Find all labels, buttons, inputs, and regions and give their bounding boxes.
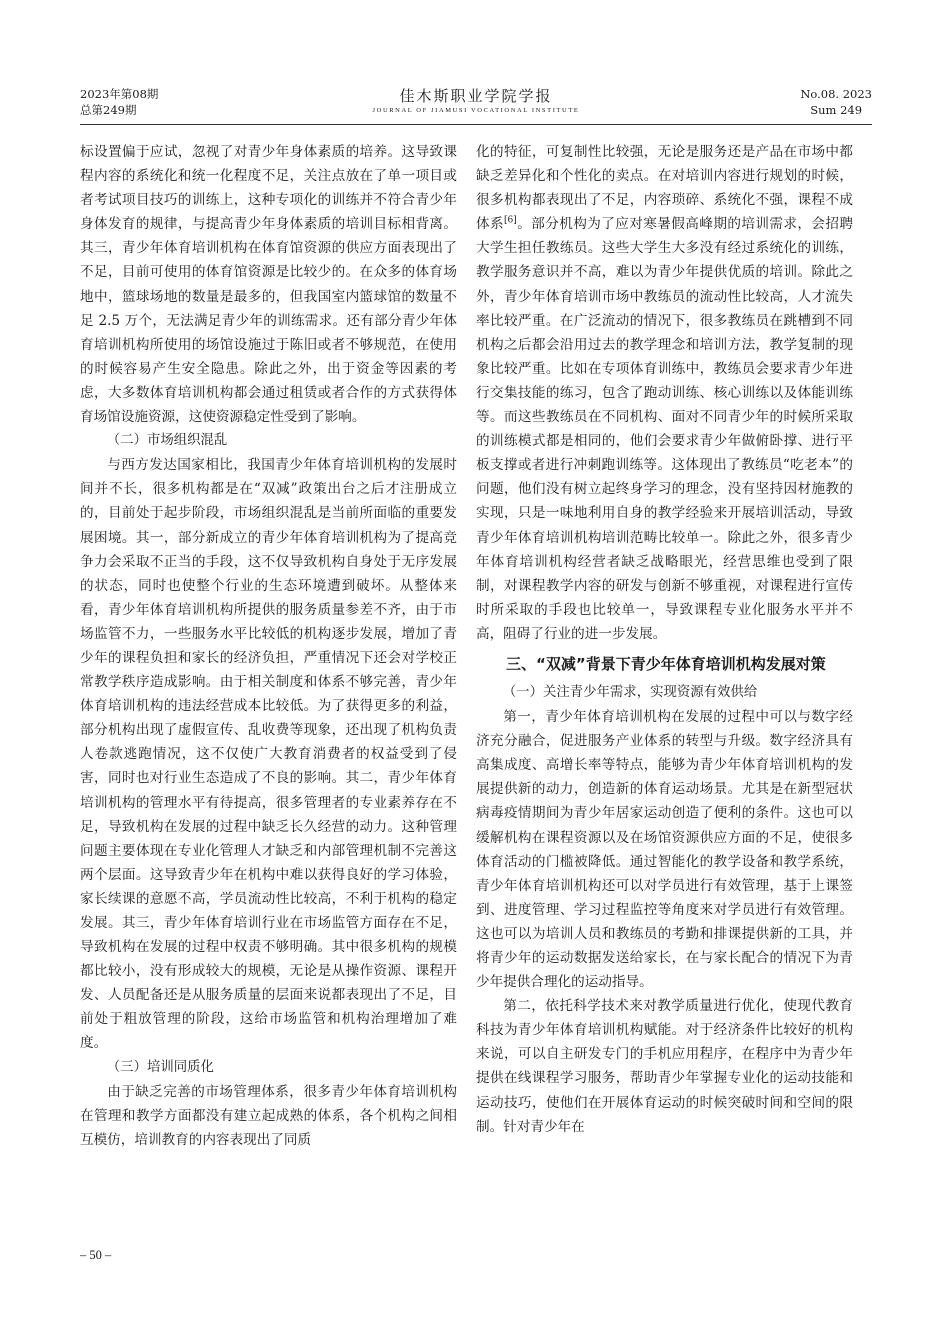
journal-title-en: JOURNAL OF JIAMUSI VOCATIONAL INSTITUTE: [372, 107, 580, 114]
total-en: Sum 249: [810, 103, 863, 117]
paragraph: 第一，青少年体育培训机构在发展的过程中可以与数字经济充分融合，促进服务产业体系的转型与升级。数字经济具有高集成度、高增长率等特点，能够为青少年体育培训机构的发展提供新的动力，创造新的体育运动场景。尤其是在新型冠状病毒疫情期间为青少年居家运动创造了便利的条件。这也可以缓解机构在课程资源以及在场馆资源供应方面的不足，使很多体育活动的门槛被降低。通过智能化的教学设备和教学系统，青少年体育培训机构还可以对学员进行有效管理，基于上课签到、进度管理、学习过程监控等角度来对学员进行有效管理。这也可以为培训人员和教练员的考勤和排课提供新的工具，并将青少年的运动数据发送给家长，在与家长配合的情况下为青少年提供合理化的运动指导。: [476, 709, 853, 991]
header-issue-en: [800, 86, 872, 118]
section-heading: 三、“双减”背景下青少年体育培训机构发展对策: [506, 654, 826, 673]
issue-en: No.08. 2023: [800, 87, 872, 101]
paragraph: 标设置偏于应试，忽视了对青少年身体素质的培养。这导致课程内容的系统化和统一化程度不足，关注点放在了单一项目或者考试项目技巧的训练上，这种专项化的训练并不符合青少年身体发育的规律，与提高青少年身体素质的培训目标相背离。其三，青少年体育培训机构在体育馆资源的供应方面表现出了不足，目前可使用的体育馆资源是比较少的。在众多的体育场地中，篮球场地的数量是最多的，但我国室内篮球馆的数量不足 2.5 万个，无法满足青少年的训练需求。还有部分青少年体育培训机构所使用的场馆设施过于陈旧或者不够规范，在使用的时候容易产生安全隐患。除此之外，出于资金等因素的考虑，大多数体育培训机构都会通过租赁或者合作的方式获得体育场馆设施资源，这使资源稳定性受到了影响。: [80, 144, 457, 426]
journal-title-cn: 佳木斯职业学院学报: [399, 87, 553, 105]
page-header: [80, 86, 872, 122]
paragraph-part: 。部分机构为了应对寒暑假高峰期的培训需求，会招聘大学生担任教练员。这些大学生大多没有经过系统化的训练，教学服务意识并不高，难以为青少年提供优质的培训。除此之外，青少年体育培训市场中教练员的流动性比较高，人才流失率比较严重。在广泛流动的情况下，很多教练员在跳槽到不同机构之后都会沿用过去的教学理念和培训方法，教学复制的现象比较严重。比如在专项体育训练中，教练员会要求青少年进行交集技能的练习，包含了跑动训练、核心训练以及体能训练等。而这些教练员在不同机构、面对不同青少年的时候所采取的训练模式都是相同的，他们会要求青少年做俯卧撑、进行平板支撑或者进行冲刺跑训练等。这体现出了教练员“吃老本”的问题，他们没有树立起终身学习的理念，没有坚持因材施教的实现，只是一味地利用自身的教学经验来开展培训活动，导致青少年体育培训机构培训范畴比较单一。除此之外，很多青少年体育培训机构经营者缺乏战略眼光，经营思维也受到了限制，对课程教学内容的研发与创新不够重视，对课程进行宣传时所采取的手段也比较单一，导致课程专业化服务水平并不高，阻碍了行业的进一步发展。: [476, 216, 854, 642]
paragraph-part: 化的特征，可复制性比较强，无论是服务还是产品在市场中都缺乏差异化和个性化的卖点。在对培训内容进行规划的时候，很多机构都表现出了不足，内容琐碎、系统化不强，课程不成体系: [476, 144, 853, 233]
page-number: – 50 –: [80, 1248, 112, 1262]
right-column: [476, 140, 853, 1139]
citation: [6]: [504, 215, 517, 226]
left-column: [80, 140, 457, 1152]
subsection-heading: （三）培训同质化: [106, 1059, 214, 1075]
paragraph: [476, 140, 853, 646]
paragraph: 与西方发达国家相比，我国青少年体育培训机构的发展时间并不长，很多机构都是在“双减”政策出台之后才注册成立的，目前处于起步阶段，市场组织混乱是当前所面临的重要发展困境。其一，部分新成立的青少年体育培训机构为了提高竞争力会采取不正当的手段，这不仅导致机构自身处于无序发展的状态，同时也使整个行业的生态环境遭到破坏。从整体来看，青少年体育培训机构所提供的服务质量参差不齐，由于市场监管不力，一些服务水平比较低的机构逐步发展，增加了青少年的课程负担和家长的经济负担，严重情况下还会对学校正常教学秩序造成影响。由于相关制度和体系不够完善，青少年体育培训机构的违法经营成本比较低。为了获得更多的利益，部分机构出现了虚假宣传、乱收费等现象，还出现了机构负责人卷款逃跑情况，这不仅使广大教育消费者的权益受到了侵害，同时也对行业生态造成了不良的影响。其二，青少年体育培训机构的管理水平有待提高，很多管理者的专业素养存在不足，导致机构在发展的过程中缺乏长久经营的动力。这种管理问题主要体现在专业化管理人才缺乏和内部管理机制不完善这两个层面。这导致青少年在机构中难以获得良好的学习体验，家长续课的意愿不高，学员流动性比较高，不利于机构的稳定发展。其三，青少年体育培训行业在市场监管方面存在不足，导致机构在发展的过程中权责不够明确。其中很多机构的规模都比较小，没有形成较大的规模，无论是从操作资源、课程开发、人员配备还是从服务质量的层面来说都表现出了不足，目前处于粗放管理的阶段，这给市场监管和机构治理增加了难度。: [80, 457, 457, 1052]
total-cn: 总第249期: [80, 103, 137, 117]
subsection-heading: （一）关注青少年需求，实现资源有效供给: [502, 684, 758, 700]
header-journal: [80, 86, 872, 116]
subsection-heading: （二）市场组织混乱: [106, 433, 228, 449]
paragraph: 由于缺乏完善的市场管理体系，很多青少年体育培训机构在管理和教学方面都没有建立起成熟的体系，各个机构之间相互模仿，培训教育的内容表现出了同质: [80, 1083, 457, 1148]
paragraph: 第二，依托科学技术来对教学质量进行优化，使现代教育科技为青少年体育培训机构赋能。对于经济条件比较好的机构来说，可以自主研发专门的手机应用程序，在程序中为青少年提供在线课程学习服务，帮助青少年掌握专业化的运动技能和运动技巧，使他们在开展体育运动的时候突破时间和空间的限制。针对青少年在: [476, 998, 853, 1135]
header-rule: [80, 124, 872, 125]
issue-cn: 2023年第08期: [80, 87, 159, 101]
